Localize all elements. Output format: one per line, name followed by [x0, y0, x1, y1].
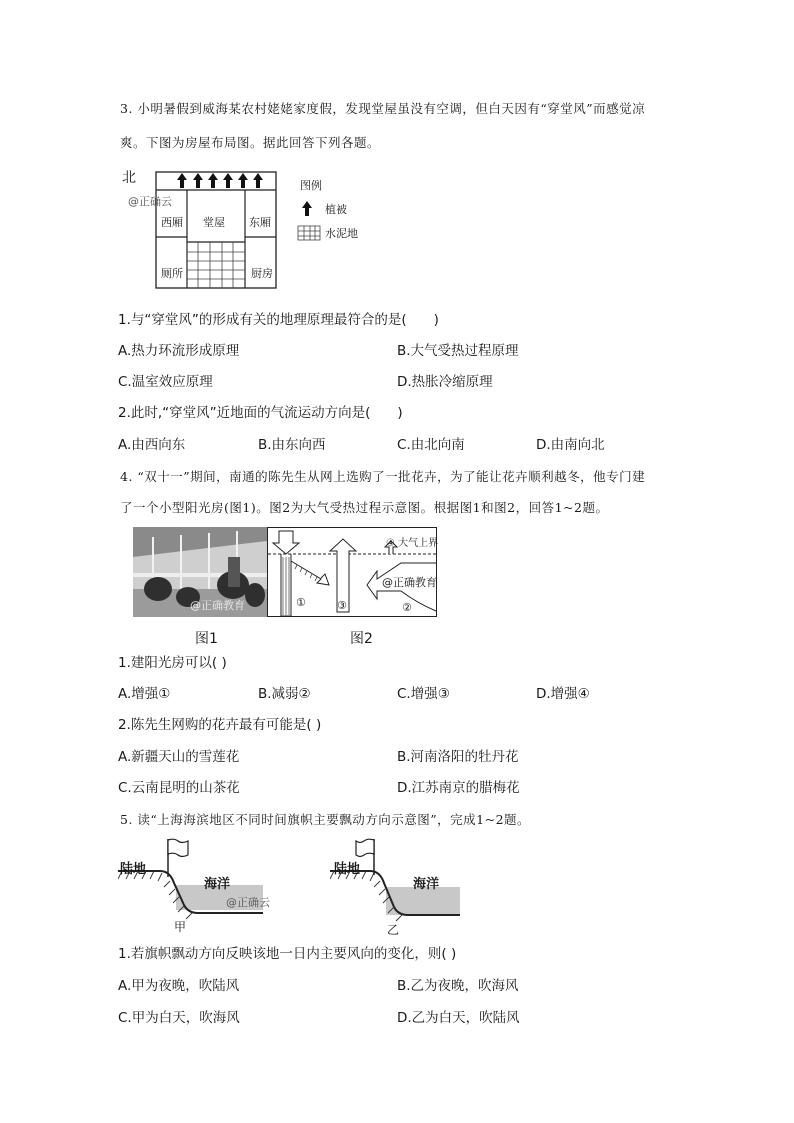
legend-vegetation-label: 植被 — [325, 203, 347, 216]
fig2-watermark: @正确教育 — [382, 576, 437, 589]
q3-sub2-question: 2.此时,“穿堂风”近地面的气流运动方向是( ) — [118, 405, 403, 421]
q4-sub2-option-c: C.云南昆明的山茶花 — [118, 780, 240, 796]
figure-label-jia: 甲 — [174, 920, 187, 934]
q3-intro-line2: 爽。下图为房屋布局图。据此回答下列各题。 — [120, 135, 381, 150]
q4-sub2-option-d: D.江苏南京的腊梅花 — [397, 780, 520, 796]
q5-sub1-option-a: A.甲为夜晚，吹陆风 — [118, 978, 240, 994]
q3-intro-line1: 3. 小明暑假到威海某农村姥姥家度假，发现堂屋虽没有空调，但白天因有“穿堂风”而感觉凉 — [120, 101, 646, 116]
q4-sub2-question: 2.陈先生网购的花卉最有可能是( ) — [118, 717, 322, 733]
vegetation-icons — [177, 173, 263, 188]
q3-sub2-option-c: C.由北向南 — [397, 437, 465, 453]
q3-sub2-option-a: A.由西向东 — [118, 437, 186, 453]
q3-sub2-option-d: D.由南向北 — [536, 437, 605, 453]
q5-sub1-option-b: B.乙为夜晚，吹海风 — [397, 978, 519, 994]
q4-sub2-option-b: B.河南洛阳的牡丹花 — [397, 749, 519, 765]
q4-sub1-option-d: D.增强④ — [536, 686, 590, 702]
fig2-label-1: ① — [296, 596, 306, 609]
fig2-label-2: ② — [402, 601, 412, 614]
land-label-left: 陆地 — [120, 862, 147, 877]
land-label-right: 陆地 — [334, 862, 361, 877]
figure-label-yi: 乙 — [387, 923, 400, 937]
photo-watermark: @正确教育 — [190, 599, 245, 612]
ocean-label-left: 海洋 — [204, 877, 231, 892]
coast-figure-right — [330, 835, 460, 935]
q5-sub1-option-c: C.甲为白天，吹海风 — [118, 1010, 240, 1026]
legend-vegetation-icon — [302, 201, 312, 216]
coast-figure-left — [118, 835, 270, 935]
q3-sub1-option-a: A.热力环流形成原理 — [118, 343, 240, 359]
north-label: 北 — [122, 170, 136, 186]
q4-intro-line1: 4. “双十一”期间，南通的陈先生从网上选购了一批花卉，为了能让花卉顺利越冬，他专门建 — [120, 469, 646, 484]
q3-sub1-option-c: C.温室效应原理 — [118, 374, 213, 390]
legend-cement-icon — [298, 226, 320, 240]
house-layout-figure — [118, 160, 378, 295]
q4-sub1-question: 1.建阳光房可以( ) — [118, 655, 227, 671]
q5-intro: 5. 读“上海海滨地区不同时间旗帜主要飘动方向示意图”，完成1~2题。 — [120, 812, 531, 827]
room-main: 堂屋 — [203, 216, 225, 229]
q4-sub1-option-a: A.增强① — [118, 686, 171, 702]
q4-intro-line2: 了一个小型阳光房(图1)。图2为大气受热过程示意图。根据图1和图2，回答1~2题。 — [120, 500, 609, 515]
q3-sub1-option-d: D.热胀冷缩原理 — [397, 374, 493, 390]
q3-sub1-option-b: B.大气受热过程原理 — [397, 343, 519, 359]
sunroom-photo — [133, 527, 267, 617]
q4-sub2-option-a: A.新疆天山的雪莲花 — [118, 749, 240, 765]
q3-sub2-option-b: B.由东向西 — [258, 437, 326, 453]
legend-title: 图例 — [300, 179, 322, 192]
fig2-label-3: ③ — [337, 599, 347, 612]
q4-sub1-option-b: B.减弱② — [258, 686, 311, 702]
room-toilet: 厕所 — [161, 267, 183, 280]
caption-fig1: 图1 — [195, 631, 218, 647]
ocean-label-right: 海洋 — [413, 877, 440, 892]
room-kitchen: 厨房 — [251, 267, 273, 280]
q4-sub1-option-c: C.增强③ — [397, 686, 450, 702]
watermark: @正确云 — [226, 896, 270, 909]
q5-sub1-option-d: D.乙为白天，吹陆风 — [397, 1010, 520, 1026]
room-west: 西厢 — [161, 216, 183, 229]
fig2-label-4: ④ 大气上界 — [386, 538, 439, 549]
atmosphere-heating-diagram — [267, 527, 437, 617]
caption-fig2: 图2 — [350, 631, 373, 647]
watermark: @正确云 — [128, 195, 172, 208]
q5-sub1-question: 1.若旗帜飘动方向反映该地一日内主要风向的变化，则( ) — [118, 946, 457, 962]
q3-sub1-question: 1.与“穿堂风”的形成有关的地理原理最符合的是( ) — [118, 312, 439, 328]
legend-cement-label: 水泥地 — [325, 227, 358, 240]
room-east: 东厢 — [249, 216, 271, 229]
